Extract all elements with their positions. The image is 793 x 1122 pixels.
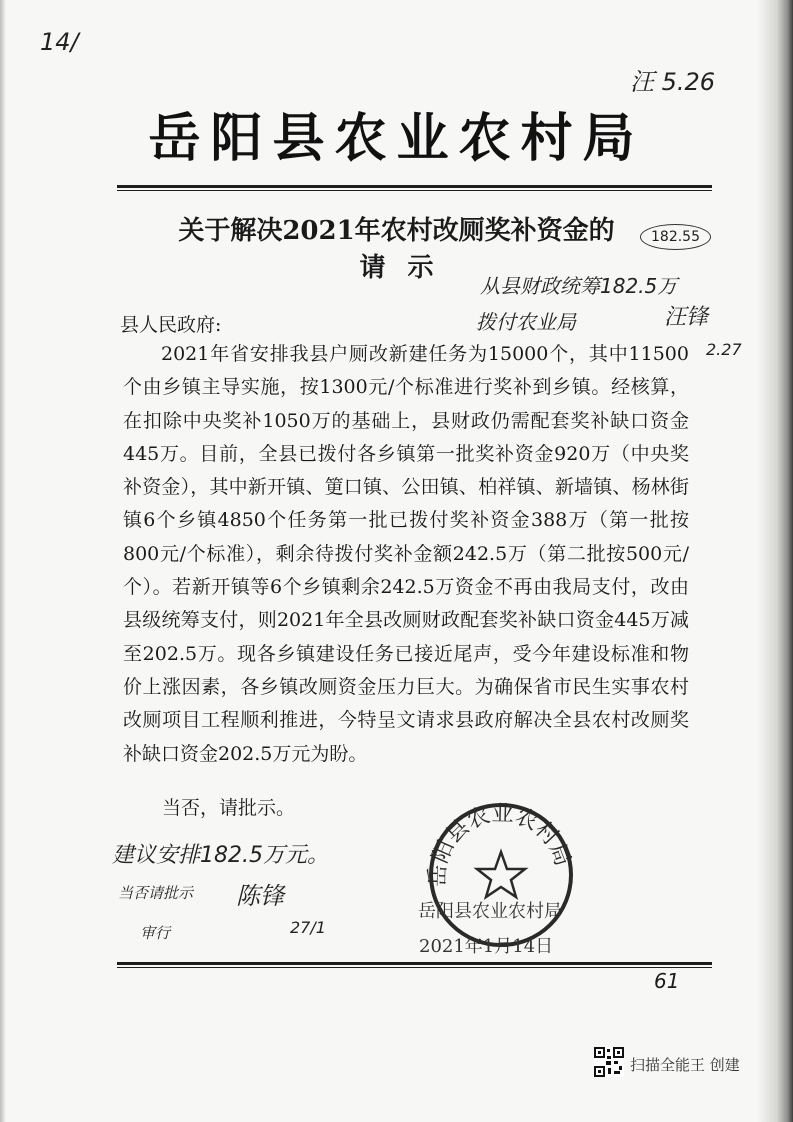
handwritten-signature-1: 汪锋	[664, 305, 709, 330]
signature-date: 2021年1月14日	[419, 936, 554, 957]
body-paragraph: 2021年省安排我县户厕改新建任务为15000个，其中11500个由乡镇主导实施，按1300元/个标准进行奖补到乡镇。经核算，在扣除中央奖补1050万的基础上，县财政仍需配套奖补缺口资金445万。目前，全县已拨付各乡镇第一批奖补资金920万（中央奖补资金），其中新开镇、筻口镇、公田镇、柏祥镇、新墙镇、杨林街镇6个乡镇4850个任务第一批已拨付奖补资金388万（第一批按800元/个标准），剩余待拨付奖补金额242.5万（第二批按500元/个）。若新开镇等6个乡镇剩余242.5万资金不再由我局支付，改由县级统筹支付，则2021年全县改厕财政配套奖补缺口资金445万减至202.5万。现各乡镇建设任务已接近尾声，受今年建设标准和物价上涨因素，各乡镇改厕资金压力巨大。为确保省市民生实事农村改厕项目工程顺利推进，今特呈文请求县政府解决全县农村改厕奖补缺口资金202.5万元为盼。	[123, 343, 689, 765]
agency-letterhead: 岳阳县农业农村局	[148, 108, 645, 169]
closing-line: 当否，请批示。	[162, 797, 296, 819]
handwritten-note-2-line1: 建议安排182.5万元。	[112, 843, 329, 868]
official-seal	[426, 800, 576, 950]
seal-star-icon	[477, 852, 525, 897]
corner-mark: 14/	[40, 28, 79, 56]
footer-rule-thin	[117, 967, 712, 968]
signature-organization: 岳阳县农业农村局	[418, 901, 562, 922]
handwritten-date-2: 27/1	[290, 918, 326, 937]
handwritten-date-1: 2.27	[706, 340, 742, 359]
handwritten-note-2-line2: 当否请批示	[118, 884, 194, 902]
amount-note-circled: 182.55	[640, 224, 711, 250]
scanner-watermark: 扫描全能王 创建	[630, 1056, 740, 1074]
page-number: 61	[654, 969, 680, 993]
document-title-line2: 请示	[359, 253, 456, 283]
header-rule-thin	[117, 190, 712, 191]
handwritten-note-2-line4: 审行	[140, 924, 171, 942]
addressee: 县人民政府:	[120, 314, 222, 336]
footer-rule-thick	[117, 962, 712, 965]
document-title-line1: 关于解决2021年农村改厕奖补资金的	[178, 216, 615, 246]
handwritten-signature-2: 陈锋	[236, 882, 284, 910]
seal-text: 岳阳县农业农村局	[426, 801, 576, 888]
qr-code-icon	[594, 1047, 624, 1077]
handwritten-note-1-line2: 拨付农业局	[476, 310, 576, 334]
handwritten-note-1-line1: 从县财政统筹182.5万	[480, 274, 678, 298]
header-rule-thick	[117, 185, 712, 188]
top-right-annotation: 汪 5.26	[630, 68, 716, 96]
